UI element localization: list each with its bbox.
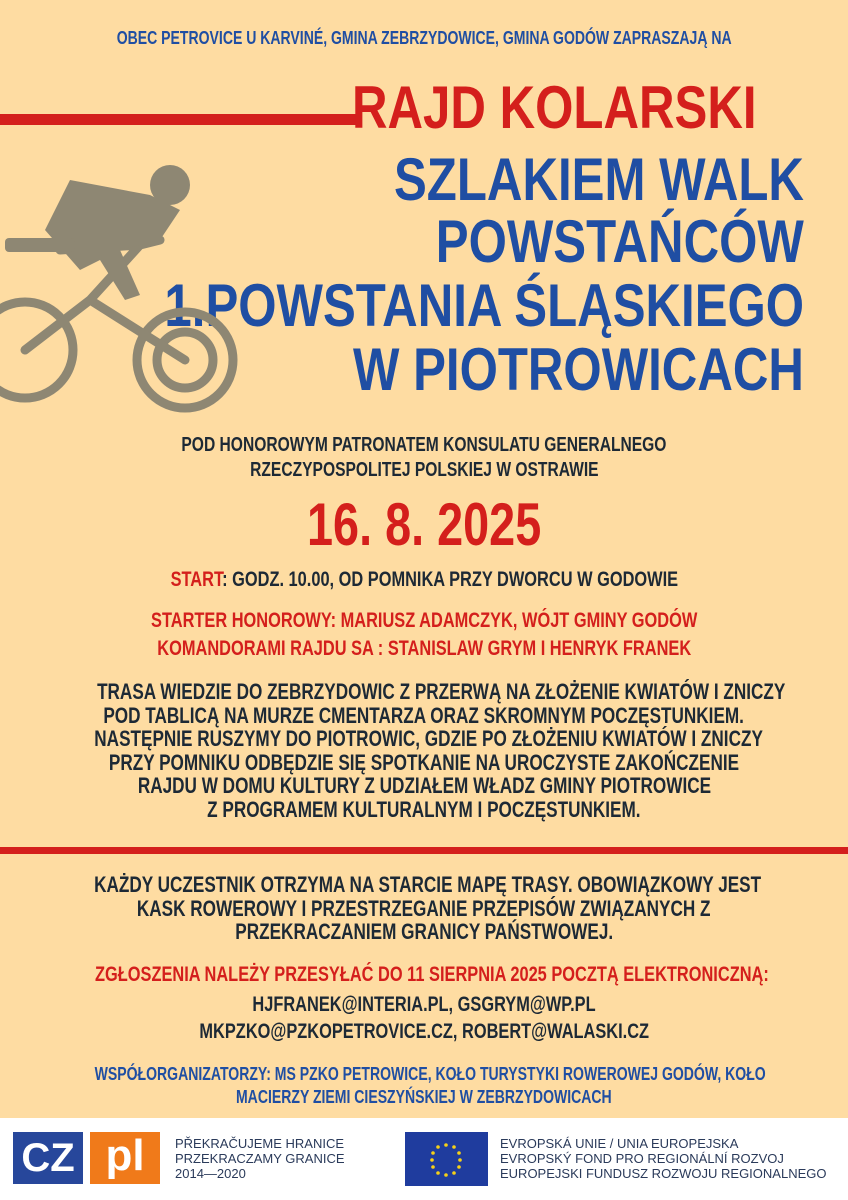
red-divider-middle: [0, 847, 848, 854]
red-divider-top: [0, 114, 362, 125]
event-date: 16. 8. 2025: [306, 491, 542, 558]
contact-emails: HJFRANEK@INTERIA.PL, GSGRYM@WP.PL MKPZKO@PZKOPETROVICE.CZ, ROBERT@WALASKI.CZ: [199, 993, 649, 1043]
header-invitation: OBEC PETROVICE U KARVINÉ, GMINA ZEBRZYDOWICE, GMINA GODÓW ZAPRASZAJĄ NA: [116, 28, 732, 48]
program-text: PŘEKRAČUJEME HRANICE PRZEKRACZAMY GRANICE 2014—2020: [175, 1136, 345, 1181]
starter-info: STARTER HONOROWY: MARIUSZ ADAMCZYK, WÓJT GMINY GODÓW KOMANDORAMI RAJDU SA : STANISLAW GRYM I HENRYK FRANEK: [150, 609, 698, 660]
start-info: START: GODZ. 10.00, OD POMNIKA PRZY DWORCU W GODOWIE: [170, 568, 678, 591]
logo-pl: pl: [90, 1132, 160, 1184]
eu-flag-icon: [405, 1132, 488, 1186]
route-description: TRASA WIEDZIE DO ZEBRZYDOWIC Z PRZERWĄ NA ZŁOŻENIE KWIATÓW I ZNICZY POD TABLICĄ NA MURZE CMENTARZA ORAZ SKROMNYM POCZĘSTUNKIEM. NASTĘPNIE RUSZYMY DO PIOTROWIC, GDZIE PO ZŁOŻENIU KWIATÓW I ZNICZY PRZY POMNIKU ODBĘDZIE SIĘ SPOTKANIE NA UROCZYSTE ZAKOŃCZENIE RAJDU W DOMU KULTURY Z UDZIAŁEM WŁADZ GMINY PIOTROWICE Z PROGRAMEM KULTURALNYM I POCZĘSTUNKIEM.: [94, 679, 786, 822]
eu-text: EVROPSKÁ UNIE / UNIA EUROPEJSKA EVROPSKÝ FOND PRO REGIONÁLNÍ ROZVOJ EUROPEJSKI FUNDUSZ ROZWOJU REGIONALNEGO: [500, 1136, 827, 1181]
rules: KAŻDY UCZESTNIK OTRZYMA NA STARCIE MAPĘ TRASY. OBOWIĄZKOWY JEST KASK ROWEROWY I PRZESTRZEGANIE PRZEPISÓW ZWIĄZANYCH Z PRZEKRACZANIEM GRANICY PAŃSTWOWEJ.: [94, 872, 762, 944]
footer: [0, 1118, 848, 1200]
title-line-1: SZLAKIEM WALK: [394, 146, 804, 213]
patronage: POD HONOROWYM PATRONATEM KONSULATU GENERALNEGO RZECZYPOSPOLITEJ POLSKIEJ W OSTRAWIE: [181, 434, 667, 481]
coorganizers: WSPÓŁORGANIZATORZY: MS PZKO PETROWICE, KOŁO TURYSTYKI ROWEROWEJ GODÓW, KOŁO MACIERZY ZIEMI CIESZYŃSKIEJ W ZEBRZYDOWICACH: [94, 1064, 766, 1107]
title-line-2: POWSTAŃCÓW: [435, 208, 804, 275]
registration-info: ZGŁOSZENIA NALEŻY PRZESYŁAĆ DO 11 SIERPNIA 2025 POCZTĄ ELEKTRONICZNĄ:: [95, 963, 769, 986]
title-rajd: RAJD KOLARSKI: [352, 74, 757, 141]
logo-cz: CZ: [13, 1132, 83, 1184]
title-line-3: 1.POWSTANIA ŚLĄSKIEGO: [164, 272, 804, 339]
cyclist-icon: [0, 150, 245, 420]
title-line-4: W PIOTROWICACH: [353, 336, 804, 403]
